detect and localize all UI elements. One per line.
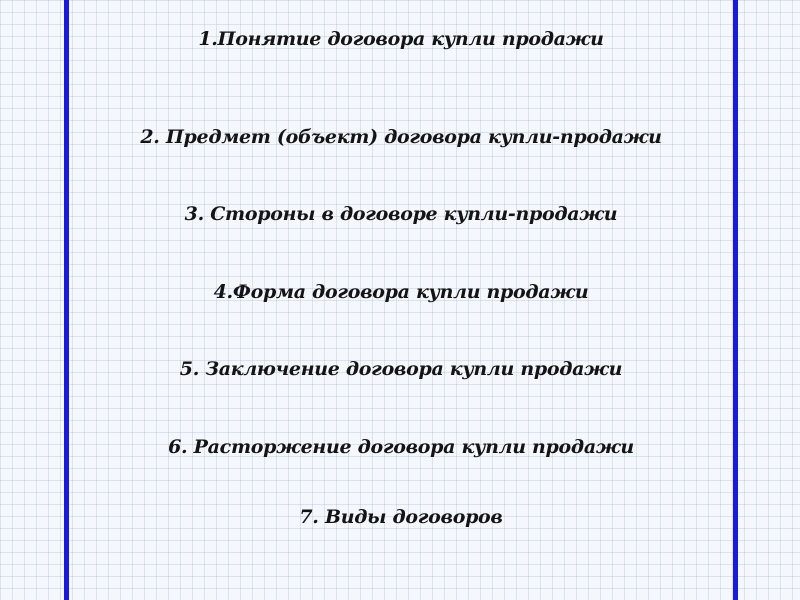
slide-panel xyxy=(64,0,738,600)
list-item-4: 4.Форма договора купли продажи xyxy=(213,281,589,303)
list-item-2: 2. Предмет (объект) договора купли-продажи xyxy=(140,126,662,148)
list-item-3: 3. Стороны в договоре купли-продажи xyxy=(184,203,618,225)
list-item-6: 6. Расторжение договора купли продажи xyxy=(168,436,634,458)
list-item-1: 1.Понятие договора купли продажи xyxy=(198,28,604,50)
list-item-7: 7. Виды договоров xyxy=(299,506,503,528)
list-item-5: 5. Заключение договора купли продажи xyxy=(179,358,623,380)
